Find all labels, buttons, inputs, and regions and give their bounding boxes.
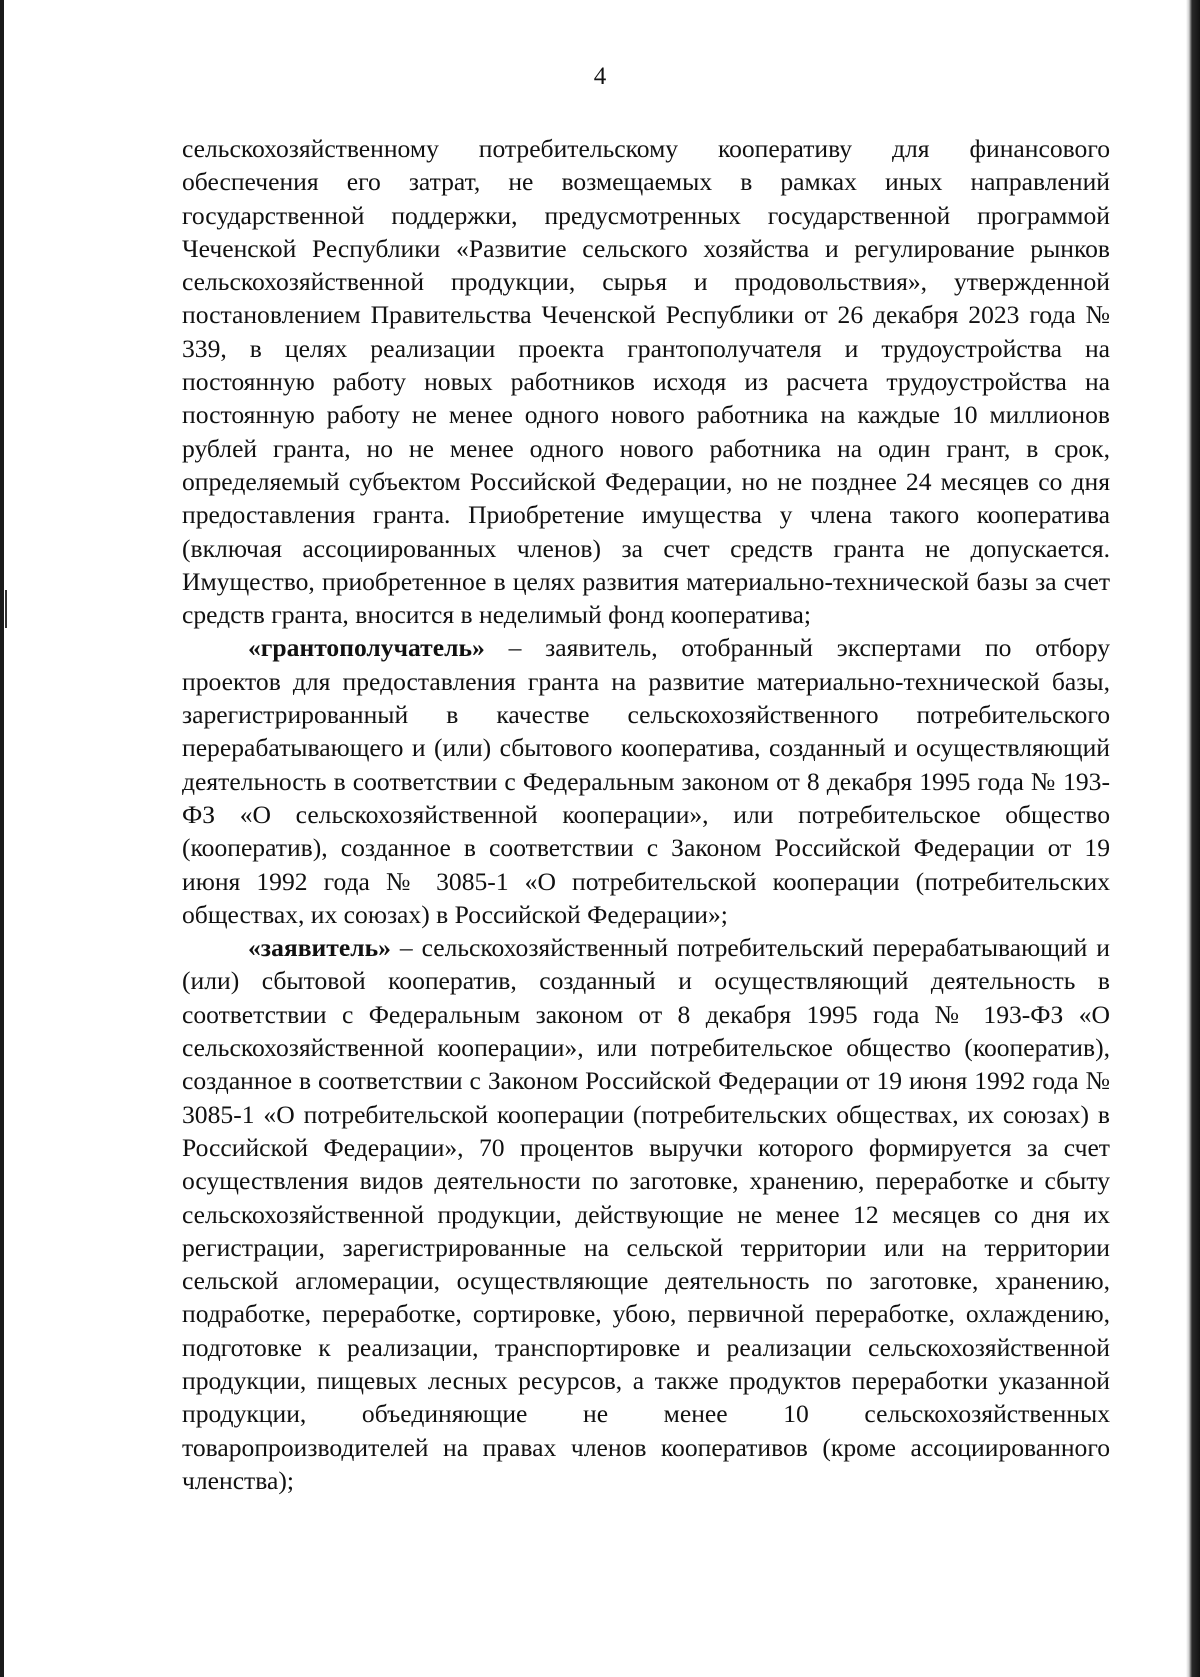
paragraph-definition-applicant — [182, 931, 1110, 1497]
scan-mark-left — [5, 590, 7, 628]
paragraph-definition-grant-recipient — [182, 631, 1110, 931]
definition-text: – сельскохозяйственный потребительский перерабатывающий и (или) сбытовой кооператив, созданный и осуществляющий деятельность в соответствии с Федеральным законом от 8 декабря 1995 года № 193-ФЗ «О сельскохозяйственной кооперации», или потребительское общество (кооператив), созданное в соответствии с Законом Российской Федерации от 19 июня 1992 года № 3085-1 «О потребительской кооперации (потребительских обществах, их союзах) в Российской Федерации», 70 процентов выручки которого формируется за счет осуществления видов деятельности по заготовке, хранению, переработке и сбыту сельскохозяйственной продукции, действующие не менее 12 месяцев со дня их регистрации, зарегистрированные на сельской территории или на территории сельской агломерации, осуществляющие деятельность по заготовке, хранению, подработке, переработке, сортировке, убою, первичной переработке, охлаждению, подготовке к реализации, транспортировке и реализации сельскохозяйственной продукции, пищевых лесных ресурсов, а также продуктов переработки указанной продукции, объединяющие не менее 10 сельскохозяйственных товаропроизводителей на правах членов кооперативов (кроме ассоциированного членства); — [182, 933, 1110, 1495]
scan-edge-right — [1186, 0, 1200, 1677]
definition-text: – заявитель, отобранный экспертами по отбору проектов для предоставления гранта на развитие материально-технической базы, зарегистрированный в качестве сельскохозяйственного потребительского перерабатывающего и (или) сбытового кооператива, созданный и осуществляющий деятельность в соответствии с Федеральным законом от 8 декабря 1995 года № 193-ФЗ «О сельскохозяйственной кооперации», или потребительское общество (кооператив), созданное в соответствии с Законом Российской Федерации от 19 июня 1992 года № 3085-1 «О потребительской кооперации (потребительских обществах, их союзах) в Российской Федерации»; — [182, 633, 1110, 929]
scan-edge-left — [0, 0, 4, 1677]
paragraph-continuation — [182, 132, 1110, 631]
page-number: 4 — [593, 63, 607, 90]
document-body — [182, 132, 1110, 1497]
paragraph-text: сельскохозяйственному потребительскому кооперативу для финансового обеспечения его затрат, не возмещаемых в рамках иных направлений государственной поддержки, предусмотренных государственной программой Чеченской Республики «Развитие сельского хозяйства и регулирование рынков сельскохозяйственной продукции, сырья и продовольствия», утвержденной постановлением Правительства Чеченской Республики от 26 декабря 2023 года № 339, в целях реализации проекта грантополучателя и трудоустройства на постоянную работу новых работников исходя из расчета трудоустройства на постоянную работу не менее одного нового работника на каждые 10 миллионов рублей гранта, но не менее одного нового работника на один грант, в срок, определяемый субъектом Российской Федерации, но не позднее 24 месяцев со дня предоставления гранта. Приобретение имущества у члена такого кооператива (включая ассоциированных членов) за счет средств гранта не допускается. Имущество, приобретенное в целях развития материально-технической базы за счет средств гранта, вносится в неделимый фонд кооператива; — [182, 134, 1110, 630]
term-applicant: «заявитель» — [248, 933, 391, 963]
term-grant-recipient: «грантополучатель» — [248, 633, 485, 663]
